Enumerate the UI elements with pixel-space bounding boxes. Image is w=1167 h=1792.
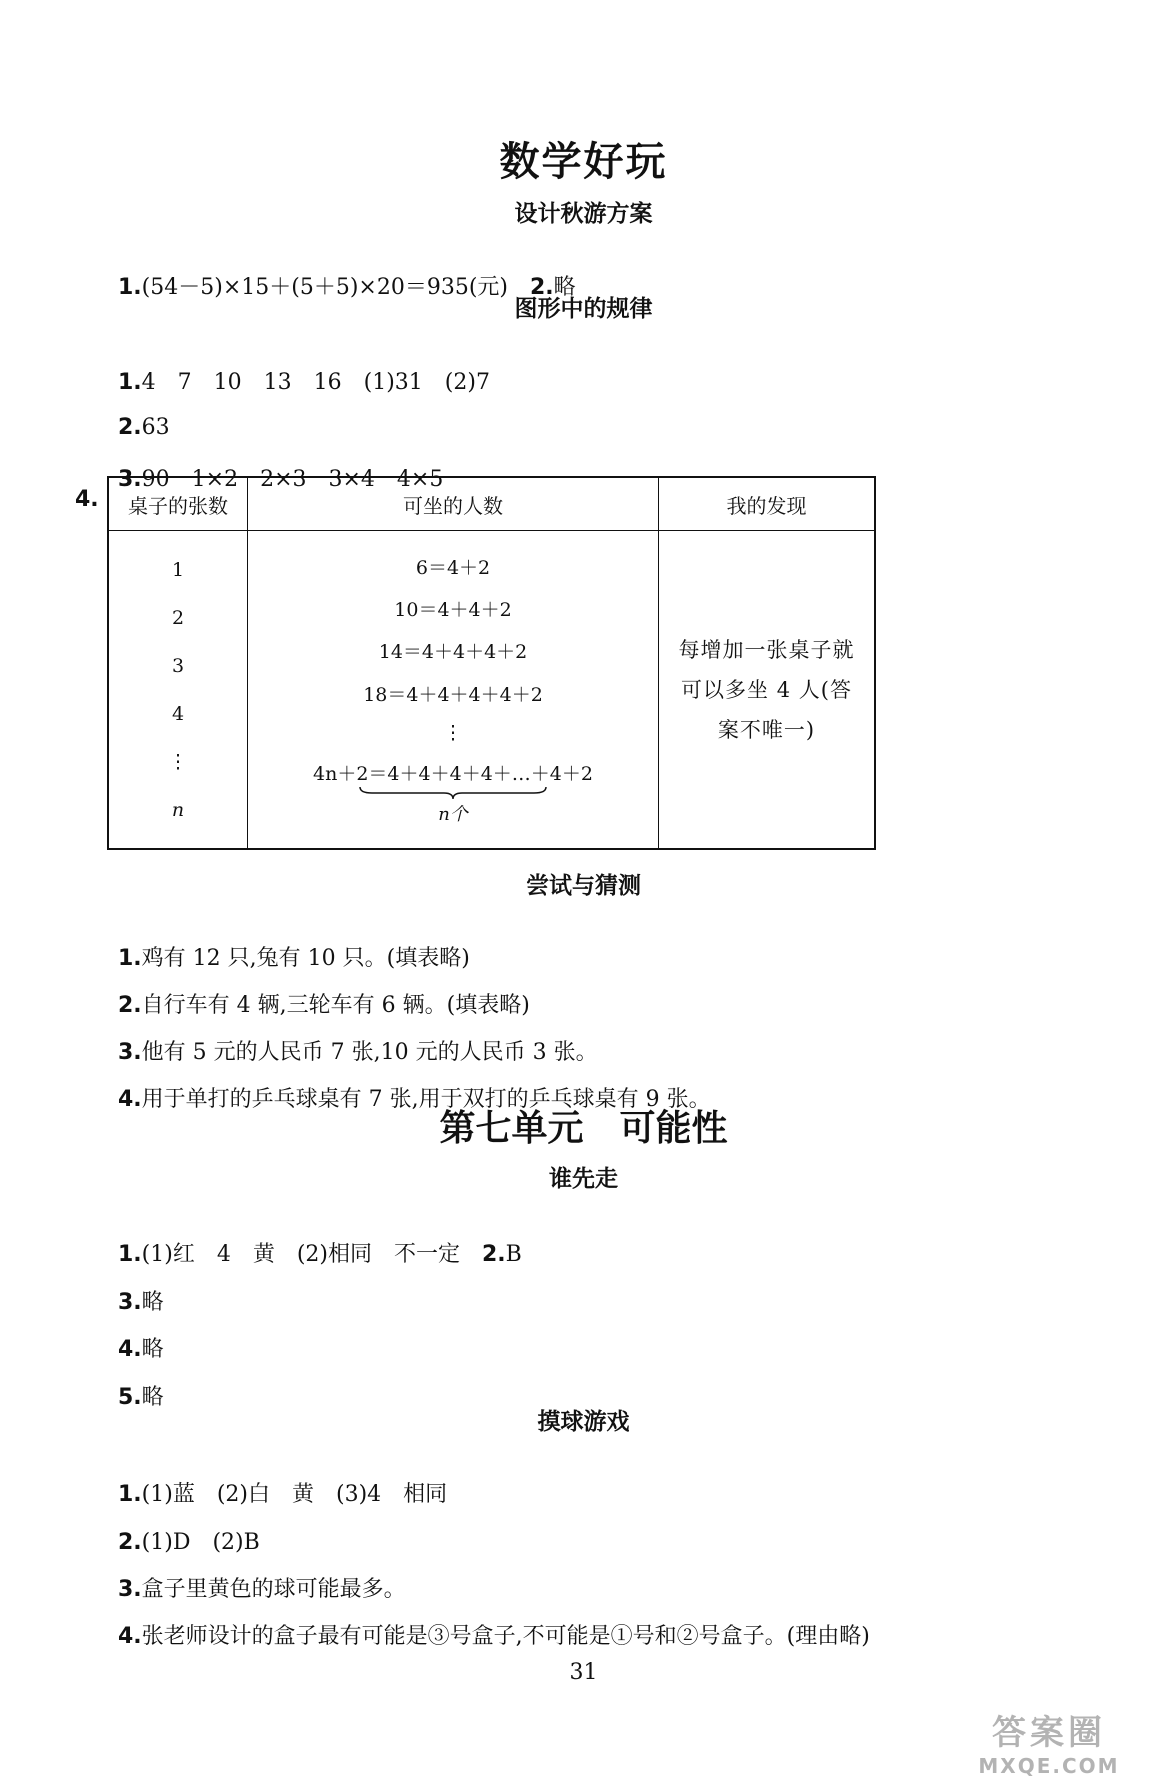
question-number: 3.	[117, 1290, 142, 1315]
section-title-probability: 第七单元 可能性	[439, 1108, 728, 1149]
subheading-ball-game: 摸球游戏	[537, 1409, 630, 1435]
watermark-logo-text: 答案圈	[992, 1713, 1106, 1753]
underbrace-icon	[358, 786, 548, 800]
table-count: 1	[171, 558, 185, 581]
question-number: 2.	[117, 1530, 142, 1555]
question-number: 5.	[117, 1385, 142, 1410]
table-row	[108, 531, 875, 850]
answer-text: 用于单打的乒乓球桌有 7 张,用于双打的乒乓球桌有 9 张。	[141, 1087, 711, 1112]
table-count: 4	[171, 702, 185, 725]
answer-text: 张老师设计的盒子最有可能是③号盒子,不可能是①号和②号盒子。(理由略)	[141, 1624, 870, 1649]
answer-text: 略	[141, 1337, 164, 1362]
seat-formula-general	[249, 759, 657, 826]
question-number: 4.	[117, 1337, 142, 1362]
table-pattern	[107, 476, 876, 850]
question-number: 3.	[117, 467, 142, 492]
table-count: 2	[171, 606, 185, 629]
answer-text: 4 7 10 13 16 (1)31 (2)7	[141, 370, 490, 395]
question-number: 1.	[117, 1242, 142, 1267]
question-number: 1.	[117, 275, 142, 300]
answer-text: (1)D (2)B	[141, 1530, 260, 1555]
answer-text: 略	[553, 275, 576, 300]
seat-formula: ⋮	[443, 721, 463, 744]
table-count: ⋮	[168, 750, 188, 773]
answer-text: (1)红 4 黄 (2)相同 不一定	[141, 1242, 482, 1267]
question-number: 2.	[530, 275, 554, 300]
answer-text: 63	[141, 415, 170, 440]
question-number: 1.	[117, 946, 142, 971]
subheading-try-guess: 尝试与猜测	[526, 873, 641, 899]
question-number: 1.	[117, 1482, 142, 1507]
table-count: n	[171, 798, 185, 821]
question-number: 2.	[117, 993, 142, 1018]
answer-text: 盒子里黄色的球可能最多。	[141, 1577, 406, 1602]
subheading-autumn-trip: 设计秋游方案	[514, 201, 653, 227]
question-number: 4.	[117, 1624, 142, 1649]
table-header-row	[108, 477, 875, 531]
col-header-tables: 桌子的张数	[108, 477, 248, 531]
question-number: 3.	[117, 1577, 142, 1602]
watermark-url: MXQE.COM	[978, 1754, 1120, 1778]
answer-text: 自行车有 4 辆,三轮车有 6 辆。(填表略)	[141, 993, 530, 1018]
page-number: 31	[569, 1660, 598, 1685]
table-count: 3	[171, 654, 185, 677]
answer-text: (1)蓝 (2)白 黄 (3)4 相同	[141, 1482, 448, 1507]
cell-seat-formulas	[248, 531, 659, 850]
seat-formula: 4n＋2＝4＋4＋4＋4＋…＋4＋2	[313, 762, 593, 785]
seat-formula: 18＝4＋4＋4＋4＋2	[363, 683, 543, 706]
answer-text: 略	[141, 1385, 164, 1410]
col-header-seats: 可坐的人数	[248, 477, 659, 531]
section-title-math-fun: 数学好玩	[499, 139, 668, 185]
answer-text: 略	[141, 1290, 164, 1315]
answer-text: B	[505, 1242, 522, 1267]
question-number: 1.	[117, 370, 142, 395]
seat-formula: 6＝4＋2	[415, 557, 491, 580]
seat-formula: 14＝4＋4＋4＋2	[378, 641, 528, 664]
question-number: 3.	[117, 1040, 142, 1065]
question-number: 2.	[117, 415, 142, 440]
subheading-who-first: 谁先走	[549, 1166, 618, 1192]
answer-text: 鸡有 12 只,兔有 10 只。(填表略)	[141, 946, 470, 971]
question-number: 4.	[75, 487, 99, 512]
cell-discovery: 每增加一张桌子就可以多坐 4 人(答案不唯一)	[659, 531, 876, 850]
answer-text: 90 1×2 2×3 3×4 4×5	[141, 467, 444, 492]
col-header-discovery: 我的发现	[659, 477, 876, 531]
brace-label: n个	[438, 803, 468, 825]
question-number: 4.	[117, 1087, 142, 1112]
question-number: 2.	[481, 1242, 506, 1267]
watermark	[949, 1705, 1149, 1778]
subheading-pattern: 图形中的规律	[514, 296, 653, 322]
answer-text: (54－5)×15＋(5＋5)×20＝935(元)	[141, 275, 530, 300]
cell-table-counts	[108, 531, 248, 850]
answer-text: 他有 5 元的人民币 7 张,10 元的人民币 3 张。	[141, 1040, 598, 1065]
seat-formula: 10＝4＋4＋2	[394, 599, 512, 622]
